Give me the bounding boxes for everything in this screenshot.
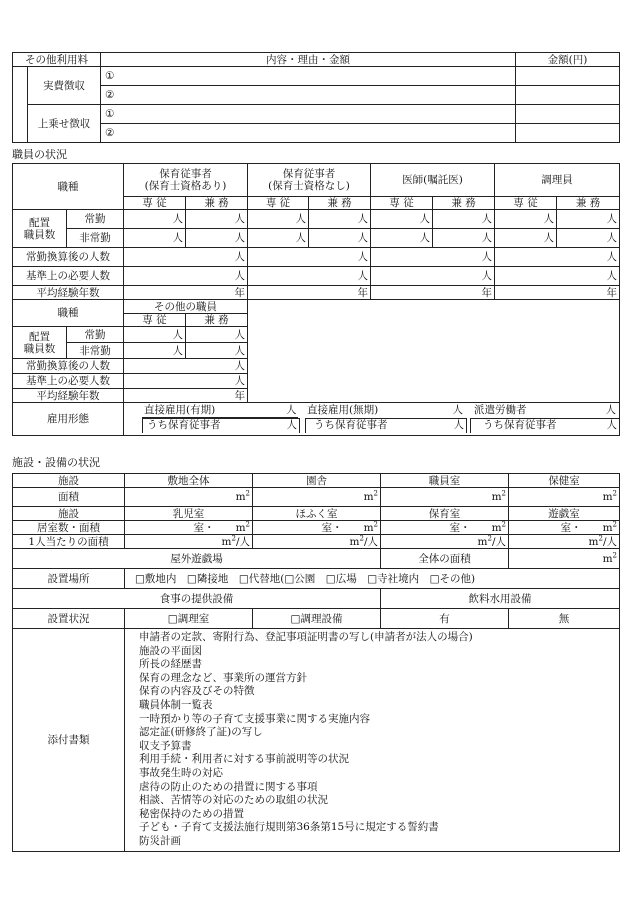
- other-fees-label: その他利用料: [13, 53, 101, 67]
- surcharge-label: 上乗せ徴収: [28, 105, 101, 143]
- senju-1: 専 従: [124, 197, 186, 210]
- installation-status-label: 設置状況: [13, 609, 125, 629]
- staff-table: [12, 163, 620, 436]
- unit-person: 人: [452, 404, 463, 416]
- staff-cell[interactable]: 年: [124, 286, 248, 300]
- m2-unit: m: [363, 521, 374, 534]
- staff-cell[interactable]: 人: [495, 267, 620, 286]
- dispatch-sub-label: うち保育従事者: [483, 419, 557, 431]
- keiken-label-2: 平均経験年数: [13, 389, 124, 403]
- area-cell[interactable]: $m^2$: [253, 488, 381, 507]
- crawling-room: ほふく室: [253, 507, 381, 521]
- total-area-cell[interactable]: $m^2$: [509, 549, 620, 569]
- room-cell[interactable]: 室・ $m^2$: [381, 521, 509, 535]
- fixed-term-sub-label: うち保育従事者: [147, 419, 221, 431]
- per-unit: /人: [491, 535, 506, 548]
- room-cell[interactable]: 室・ $m^2$: [125, 521, 253, 535]
- play-room: 遊戯室: [509, 507, 620, 521]
- site-total: 敷地全体: [125, 474, 253, 488]
- room-unit: 室・: [560, 521, 582, 534]
- infant-room: 乳児室: [125, 507, 253, 521]
- senju-3: 専 従: [371, 197, 433, 210]
- location-label: 設置場所: [13, 569, 125, 589]
- staff-cell[interactable]: 人: [557, 229, 620, 248]
- staff-cell[interactable]: 年: [495, 286, 620, 300]
- staff-cell[interactable]: 人: [124, 327, 186, 343]
- room-unit: 室・: [321, 521, 343, 534]
- attachment-item: 職員体制一覧表: [139, 698, 213, 711]
- unit-person: 人: [286, 404, 297, 416]
- keiken-label: 平均経験年数: [13, 286, 124, 300]
- surcharge-amount-2[interactable]: [516, 124, 620, 143]
- fixed-term-box[interactable]: [142, 404, 298, 418]
- water-no-option[interactable]: 無: [509, 609, 620, 629]
- attachment-item: 相談、苦情等の対応のための取組の状況: [139, 794, 328, 807]
- indefinite-sub-box[interactable]: [305, 418, 467, 433]
- dispatch-label: 派遣労働者: [474, 404, 527, 416]
- m2-unit: m: [602, 521, 613, 534]
- attachment-item: 事故発生時の対応: [139, 766, 223, 779]
- staff-section-title: 職員の状況: [12, 148, 67, 161]
- indefinite-sub-label: うち保育従事者: [314, 419, 388, 431]
- staff-cell[interactable]: 人: [124, 343, 186, 359]
- actual-cost-amount-1[interactable]: [516, 67, 620, 86]
- per-person-cell[interactable]: $m^2/$人: [381, 535, 509, 549]
- water-yes-option[interactable]: 有: [381, 609, 509, 629]
- per-person-label: 1人当たりの面積: [13, 535, 125, 549]
- fixed-term-label: 直接雇用(有期): [144, 404, 216, 416]
- staff-cell[interactable]: 人: [124, 210, 186, 229]
- staff-cell[interactable]: 年: [371, 286, 495, 300]
- facility-table: [12, 473, 620, 852]
- staff-cell[interactable]: 年: [124, 389, 248, 403]
- unit-person: 人: [286, 419, 297, 431]
- actual-cost-amount-2[interactable]: [516, 86, 620, 105]
- attachment-item: 認定証(研修終了証)の写し: [139, 726, 263, 739]
- per-person-cell[interactable]: $m^2/$人: [125, 535, 253, 549]
- group-cook: 調理員: [495, 164, 620, 197]
- staff-cell[interactable]: 年: [248, 286, 371, 300]
- kenmu-2: 兼 務: [309, 197, 371, 210]
- staff-cell[interactable]: 人: [124, 359, 248, 374]
- total-area-label: 全体の面積: [381, 549, 509, 569]
- attachment-item: 防災計画: [139, 834, 181, 847]
- staff-cell[interactable]: 人: [495, 229, 557, 248]
- facility-label-1: 施設: [13, 474, 125, 488]
- staff-cell[interactable]: 人: [495, 248, 620, 267]
- dispatch-sub-box[interactable]: [470, 418, 619, 433]
- group-doctor: 医師(嘱託医): [371, 164, 495, 197]
- attachments-label: 添付書類: [13, 629, 125, 852]
- staff-cell[interactable]: 人: [186, 327, 248, 343]
- attachment-item: 申請者の定款、寄附行為、登記事項証明書の写し(申請者が法人の場合): [139, 631, 473, 643]
- m2-unit: m: [363, 491, 374, 503]
- other-fees-table: [12, 52, 620, 143]
- kansan-label: 常勤換算後の人数: [13, 248, 124, 267]
- area-cell[interactable]: $m^2$: [381, 488, 509, 507]
- staff-cell[interactable]: 人: [248, 248, 371, 267]
- area-label: 面積: [13, 488, 125, 507]
- per-person-cell[interactable]: $m^2/$人: [509, 535, 620, 549]
- shokushu-label: 職種: [13, 164, 124, 210]
- jokin-label-2: 常勤: [67, 327, 124, 343]
- m2-unit: m: [491, 491, 502, 503]
- staff-cell[interactable]: 人: [557, 210, 620, 229]
- surcharge-item-1[interactable]: ①: [101, 105, 516, 124]
- per-person-cell[interactable]: $m^2/$人: [253, 535, 381, 549]
- senju-5: 専 従: [124, 314, 186, 327]
- per-unit: /人: [235, 535, 250, 548]
- amount-header: 金額(円): [516, 53, 620, 67]
- m2-unit: m: [588, 535, 599, 548]
- dispatch-box[interactable]: [470, 404, 618, 417]
- area-cell[interactable]: $m^2$: [509, 488, 620, 507]
- room-count-label: 居室数・面積: [13, 521, 125, 535]
- hitsuyo-label-2: 基準上の必要人数: [13, 374, 124, 389]
- staff-cell[interactable]: 人: [371, 267, 495, 286]
- m2-unit: m: [349, 535, 360, 548]
- attachment-item: 所長の経歴書: [139, 658, 202, 671]
- location-options[interactable]: □敷地内 □隣接地 □代替地(□公園 □広場 □寺社境内 □その他): [125, 569, 620, 589]
- attachment-item: 保育の内容及びその特徴: [139, 685, 255, 698]
- staff-cell[interactable]: 人: [248, 210, 309, 229]
- staff-cell[interactable]: 人: [371, 229, 433, 248]
- staff-cell[interactable]: 人: [124, 248, 248, 267]
- jokin-label: 常勤: [67, 210, 124, 229]
- m2-unit: m: [235, 491, 246, 503]
- actual-cost-item-2[interactable]: ②: [101, 86, 516, 105]
- room-unit: 室・: [193, 521, 215, 534]
- facility-label-2: 施設: [13, 507, 125, 521]
- health-room: 保健室: [509, 474, 620, 488]
- blank-area: [248, 300, 620, 403]
- staff-cell[interactable]: 人: [433, 210, 495, 229]
- hitsuyo-label: 基準上の必要人数: [13, 267, 124, 286]
- attachment-item: 子ども・子育て支援法施行規則第36条第15号に規定する誓約書: [139, 821, 439, 834]
- staff-cell[interactable]: 人: [186, 343, 248, 359]
- kenmu-3: 兼 務: [433, 197, 495, 210]
- kenmu-4: 兼 務: [557, 197, 620, 210]
- per-unit: /人: [363, 535, 378, 548]
- facility-section-title: 施設・設備の状況: [12, 456, 100, 469]
- cooking-equipment-checkbox[interactable]: □調理設備: [253, 609, 381, 629]
- indefinite-box[interactable]: [305, 404, 465, 417]
- group-unqualified: 保育従事者 (保育士資格なし): [248, 164, 371, 197]
- kenmu-1: 兼 務: [186, 197, 248, 210]
- m2-unit: m: [491, 521, 502, 534]
- water-equipment-label: 飲料水用設備: [381, 589, 620, 609]
- haichi-label: 配置: [13, 210, 67, 229]
- shokuinsu-label: 職員数: [13, 229, 67, 248]
- fixed-term-sub-box[interactable]: [142, 418, 300, 433]
- staff-cell[interactable]: 人: [495, 210, 557, 229]
- staff-cell[interactable]: 人: [309, 210, 371, 229]
- staff-cell[interactable]: 人: [248, 229, 309, 248]
- employment-label: 雇用形態: [13, 403, 124, 436]
- per-unit: /人: [602, 535, 617, 548]
- m2-unit: m: [221, 535, 232, 548]
- staff-cell[interactable]: 人: [248, 267, 371, 286]
- attachment-item: 一時預かり等の子育て支援事業に関する実施内容: [139, 712, 370, 725]
- staff-cell[interactable]: 人: [371, 248, 495, 267]
- staff-cell[interactable]: 人: [124, 267, 248, 286]
- attachment-item: 虐待の防止のための措置に関する事項: [139, 780, 318, 793]
- employment-area: [124, 403, 620, 436]
- room-cell[interactable]: 室・ $m^2$: [253, 521, 381, 535]
- other-staff-header: その他の職員: [124, 300, 248, 314]
- room-unit: 室・: [449, 521, 471, 534]
- staff-cell[interactable]: 人: [371, 210, 433, 229]
- unit-person: 人: [605, 404, 616, 416]
- attachments-list: [125, 629, 620, 852]
- staff-room: 職員室: [381, 474, 509, 488]
- attachment-item: 収支予算書: [139, 739, 192, 752]
- attachment-item: 保育の理念など、事業所の運営方針: [139, 671, 307, 684]
- outdoor-play-label: 屋外遊戯場: [13, 549, 381, 569]
- meal-equipment-label: 食事の提供設備: [13, 589, 381, 609]
- cooking-room-checkbox[interactable]: □調理室: [125, 609, 253, 629]
- m2-unit: m: [477, 535, 488, 548]
- staff-cell[interactable]: 人: [433, 229, 495, 248]
- attachment-item: 秘密保持のための措置: [139, 807, 244, 820]
- group-qualified: 保育従事者 (保育士資格あり): [124, 164, 248, 197]
- m2-unit: m: [602, 552, 613, 565]
- senju-4: 専 従: [495, 197, 557, 210]
- attachment-item: 施設の平面図: [139, 644, 202, 657]
- staff-cell[interactable]: 人: [124, 229, 186, 248]
- room-cell[interactable]: 室・ $m^2$: [509, 521, 620, 535]
- unit-person: 人: [453, 419, 464, 431]
- kansan-label-2: 常勤換算後の人数: [13, 359, 124, 374]
- hijokin-label: 非常勤: [67, 229, 124, 248]
- staff-cell[interactable]: 人: [186, 210, 248, 229]
- actual-cost-label: 実費徴収: [28, 67, 101, 105]
- staff-cell[interactable]: 人: [124, 374, 248, 389]
- senju-2: 専 従: [248, 197, 309, 210]
- m2-unit: m: [602, 491, 613, 503]
- staff-cell[interactable]: 人: [309, 229, 371, 248]
- attachment-item: 利用手続・利用者に対する事前説明等の状況: [139, 753, 349, 766]
- surcharge-item-2[interactable]: ②: [101, 124, 516, 143]
- building: 園舎: [253, 474, 381, 488]
- kenmu-5: 兼 務: [186, 314, 248, 327]
- area-cell[interactable]: $m^2$: [125, 488, 253, 507]
- actual-cost-item-1[interactable]: ①: [101, 67, 516, 86]
- indefinite-label: 直接雇用(無期): [307, 404, 379, 416]
- unit-person: 人: [606, 419, 617, 431]
- staff-cell[interactable]: 人: [186, 229, 248, 248]
- content-header: 内容・理由・金額: [101, 53, 516, 67]
- surcharge-amount-1[interactable]: [516, 105, 620, 124]
- shokushu-label-2: 職種: [13, 300, 124, 327]
- m2-unit: m: [235, 521, 246, 534]
- nursery-room: 保育室: [381, 507, 509, 521]
- haichi-label-2: 配置: [13, 327, 67, 343]
- hijokin-label-2: 非常勤: [67, 343, 124, 359]
- shokuinsu-label-2: 職員数: [13, 343, 67, 359]
